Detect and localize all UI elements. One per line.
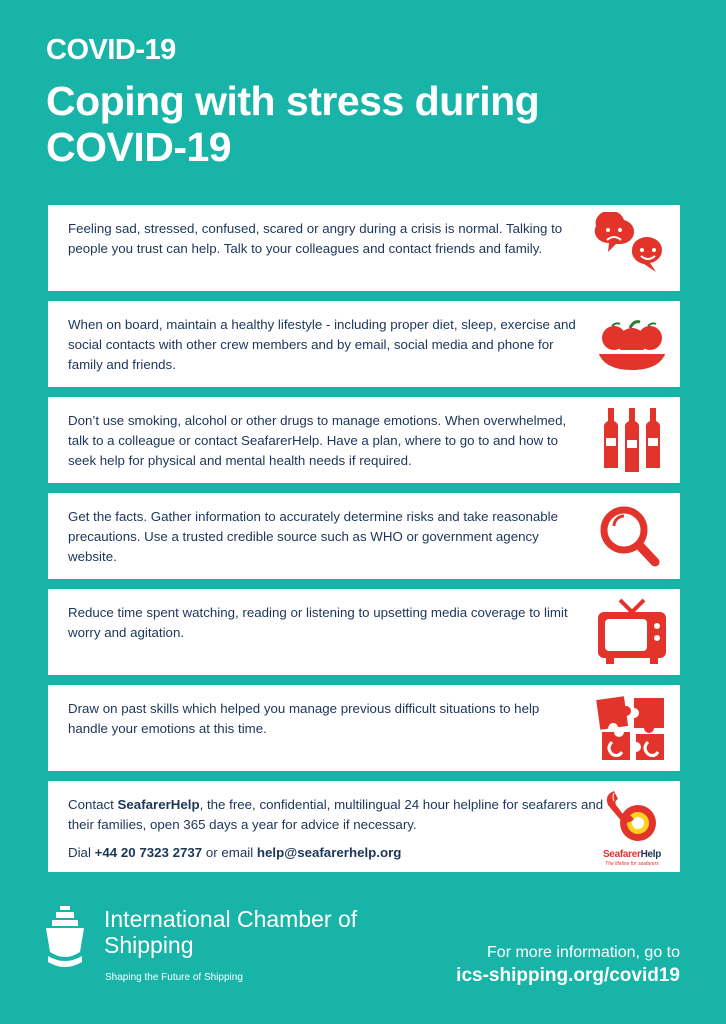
ics-ship-logo-icon: [44, 906, 86, 968]
tip-text: Get the facts. Gather information to accurately determine risks and take reasonable precautions. Use a trusted credible source such as WHO or government agency website.: [68, 509, 559, 564]
contact-prefix: Contact: [68, 797, 118, 812]
puzzle-icon: [592, 692, 672, 764]
email-prefix: or email: [202, 845, 257, 860]
email-link[interactable]: help@seafarerhelp.org: [256, 845, 402, 860]
tip-text: When on board, maintain a healthy lifestyle - including proper diet, sleep, exercise and social contacts with other crew members and by email, social media and phone for family and friends.: [68, 317, 576, 372]
tip-text: Reduce time spent watching, reading or listening to upsetting media coverage to limit worry and agitation.: [68, 605, 568, 640]
logo-name-part-a: Seafarer: [602, 849, 641, 860]
tip-card: [48, 493, 680, 579]
logo-name-part-b: Help: [640, 849, 662, 860]
org-name: International Chamber of Shipping: [104, 906, 358, 958]
kicker-label: COVID-19: [46, 34, 176, 66]
chat-bubbles-icon: [592, 212, 672, 284]
tip-card: [48, 685, 680, 771]
tv-icon: [592, 596, 672, 668]
tip-card: [48, 205, 680, 291]
contact-text: [68, 795, 608, 871]
org-tagline: Shaping the Future of Shipping: [105, 972, 243, 983]
tip-text: Don’t use smoking, alcohol or other drugs to manage emotions. When overwhelmed, talk to a colleague or contact SeafarerHelp. Have a plan, where to go to and how to seek help for physical and mental health needs if required.: [68, 413, 567, 468]
seafarerhelp-tagline: The lifeline for seafarers: [605, 861, 659, 867]
bottles-icon: [592, 404, 672, 476]
dial-prefix: Dial: [68, 845, 95, 860]
seafarerhelp-logo-name: [596, 849, 668, 860]
phone-number[interactable]: +44 20 7323 2737: [94, 845, 203, 860]
fruit-bowl-icon: [592, 308, 672, 380]
tip-text: Draw on past skills which helped you manage previous difficult situations to help handle your emotions at this time.: [68, 701, 540, 736]
magnifier-icon: [592, 500, 672, 572]
tip-card: [48, 589, 680, 675]
tip-card: [48, 397, 680, 483]
contact-dial: [68, 843, 608, 863]
page-title: Coping with stress during COVID-19: [46, 78, 540, 170]
more-info-text: For more information, go to: [487, 944, 680, 961]
contact-description: [68, 795, 608, 835]
seafarerhelp-name: SeafarerHelp: [117, 797, 200, 812]
more-info-link[interactable]: ics-shipping.org/covid19: [456, 965, 680, 986]
lifebuoy-phone-icon: [596, 787, 668, 849]
tip-card: [48, 301, 680, 387]
tip-text: Feeling sad, stressed, confused, scared or angry during a crisis is normal. Talking to people you trust can help. Talk to your colleagues and contact friends and family.: [68, 221, 563, 256]
contact-suffix: , the free, confidential, multilingual 24 hour helpline for seafarers and their families, open 365 days a year for advice if necessary.: [68, 797, 604, 832]
contact-card: [48, 781, 680, 872]
seafarerhelp-logo: [596, 787, 668, 871]
